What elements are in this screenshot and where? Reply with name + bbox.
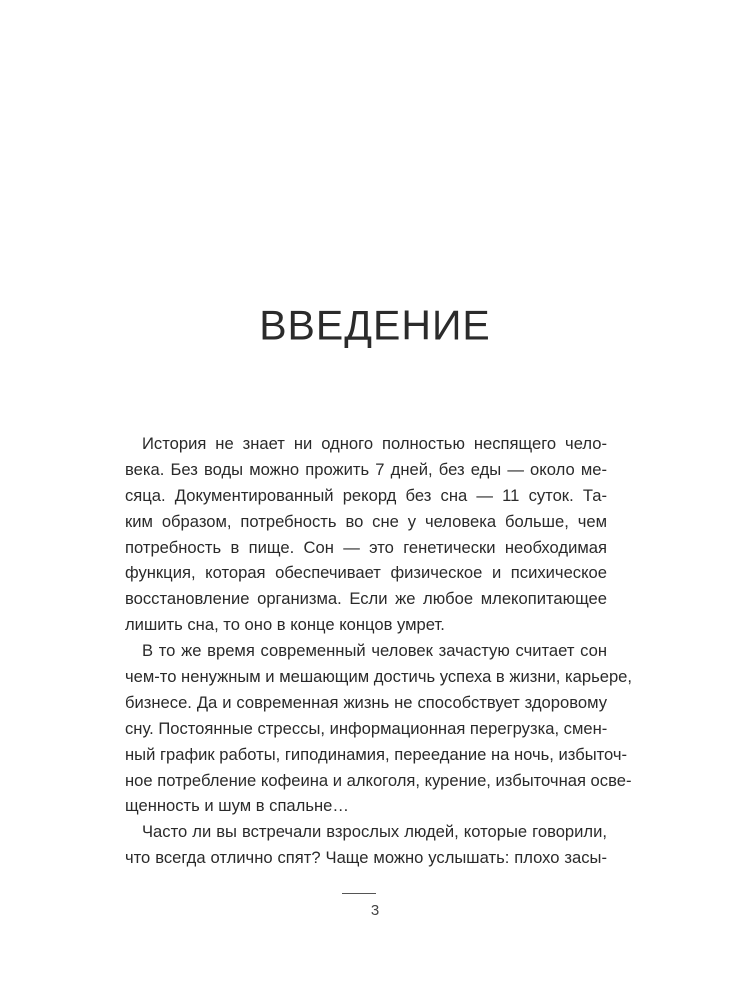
- text-line: чем-то ненужным и мешающим достичь успеха в жизни, карьере,: [125, 667, 633, 687]
- text-line: века. Без воды можно прожить 7 дней, без еды — около ме-: [125, 459, 607, 479]
- text-line: ное потребление кофеина и алкоголя, курение, избыточная осве-: [125, 770, 632, 790]
- text-line: Часто ли вы встречали взрослых людей, которые говорили,: [142, 822, 607, 842]
- text-line: что всегда отлично спят? Чаще можно услышать: плохо засы-: [125, 848, 607, 868]
- text-line: сну. Постоянные стрессы, информационная перегрузка, смен-: [125, 718, 608, 738]
- page-number-rule: [342, 893, 376, 894]
- text-line: бизнесе. Да и современная жизнь не способствует здоровому: [125, 692, 607, 712]
- body-text: [125, 431, 633, 871]
- page-number: 3: [370, 902, 380, 919]
- text-line: ким образом, потребность во сне у человека больше, чем: [125, 511, 607, 531]
- text-line: щенность и шум в спальне…: [125, 796, 349, 816]
- text-line: функция, которая обеспечивает физическое и психическое: [125, 563, 607, 583]
- text-line: В то же время современный человек зачастую считает сон: [142, 641, 607, 661]
- text-line: лишить сна, то оно в конце концов умрет.: [125, 615, 445, 635]
- text-line: История не знает ни одного полностью неспящего чело-: [142, 434, 607, 453]
- text-line: сяца. Документированный рекорд без сна — 11 суток. Та-: [125, 485, 607, 505]
- chapter-title: ВВЕДЕНИЕ: [259, 301, 491, 349]
- text-line: потребность в пище. Сон — это генетически необходимая: [125, 537, 607, 557]
- text-line: ный график работы, гиподинамия, переедание на ночь, избыточ-: [125, 744, 628, 764]
- text-line: восстановление организма. Если же любое млекопитающее: [125, 589, 607, 609]
